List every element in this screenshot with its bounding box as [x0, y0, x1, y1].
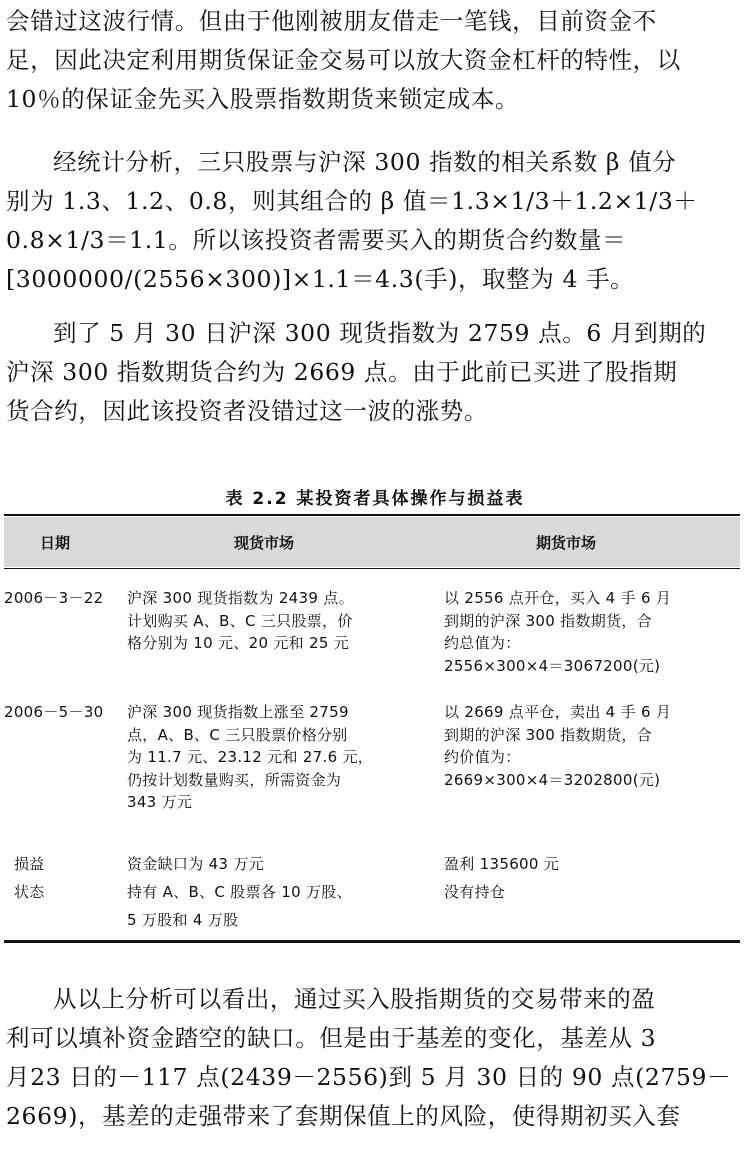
table-top-rule: [4, 514, 740, 516]
cell-line: 格分别为 10 元、20 元和 25 元: [127, 634, 350, 652]
cell-line: 沪深 300 现货指数为 2439 点。: [127, 589, 354, 607]
cell-line: 计划购买 A、B、C 三只股票，价: [127, 611, 353, 630]
text-line: 经统计分析，三只股票与沪深 300 指数的相关系数 β 值分: [53, 148, 677, 176]
row1-spot: [127, 587, 354, 655]
cell-line: 5 万股和 4 万股: [127, 911, 239, 929]
text-line: 2669)，基差的走强带来了套期保值上的风险，使得期初买入套: [6, 1102, 681, 1130]
header-futures: 期货市场: [536, 534, 597, 552]
row1-date: 2006－3－22: [4, 589, 104, 607]
paragraph-2: [6, 143, 742, 299]
cell-line: 沪深 300 现货指数上涨至 2759: [127, 703, 349, 721]
row2-date: 2006－5－30: [4, 703, 104, 721]
text-line: 0.8×1/3＝1.1。所以该投资者需要买入的期货合约数量＝: [6, 226, 627, 254]
row1-futures: [444, 587, 671, 677]
cell-line: 状态: [14, 883, 45, 901]
row3-futures: [444, 850, 559, 906]
table-caption: 表 2.2 某投资者具体操作与损益表: [225, 489, 525, 509]
cell-line: 点，A、B、C 三只股票价格分别: [127, 725, 348, 744]
cell-line: 持有 A、B、C 股票各 10 万股、: [127, 883, 352, 901]
cell-line: 没有持仓: [444, 883, 506, 901]
cell-line: 盈利 135600 元: [444, 855, 560, 873]
table-bottom-rule: [4, 940, 740, 943]
row2-spot: [127, 701, 373, 814]
paragraph-4: [6, 980, 742, 1136]
cell-line: 到期的沪深 300 指数期货，合: [444, 611, 652, 630]
cell-line: 约价值为：: [444, 748, 521, 766]
table-header: [4, 517, 740, 567]
row3-date: [14, 850, 45, 906]
text-line: 到了 5 月 30 日沪深 300 现货指数为 2759 点。6 月到期的: [53, 319, 707, 347]
cell-line: 为 11.7 元、23.12 元和 27.6 元，: [127, 748, 374, 766]
paragraph-3: [6, 314, 742, 431]
table-header-rule: [4, 568, 740, 569]
text-line: 会错过这波行情。但由于他刚被朋友借走一笔钱，目前资金不: [6, 7, 657, 35]
text-line: 10％的保证金先买入股票指数期货来锁定成本。: [6, 85, 520, 113]
cell-line: 到期的沪深 300 指数期货，合: [444, 725, 652, 744]
text-line: 足，因此决定利用期货保证金交易可以放大资金杠杆的特性，以: [6, 46, 681, 74]
text-line: 月23 日的－117 点(2439－2556)到 5 月 30 日的 90 点(2759－: [6, 1063, 732, 1091]
text-line: 从以上分析可以看出，通过买入股指期货的交易带来的盈: [53, 985, 656, 1013]
cell-line: 损益: [14, 855, 45, 873]
text-line: 沪深 300 指数期货合约为 2669 点。由于此前已买进了股指期: [6, 358, 678, 386]
row2-futures: [444, 701, 671, 791]
cell-line: 2556×300×4＝3067200(元): [444, 656, 661, 675]
header-date: 日期: [40, 534, 71, 552]
header-spot: 现货市场: [234, 534, 295, 552]
paragraph-1: [6, 2, 742, 119]
cell-line: 资金缺口为 43 万元: [127, 855, 264, 873]
cell-line: 2669×300×4＝3202800(元): [444, 770, 661, 789]
text-line: 利可以填补资金踏空的缺口。但是由于基差的变化，基差从 3: [6, 1024, 657, 1052]
cell-line: 仍按计划数量购买，所需资金为: [127, 770, 342, 789]
text-line: [3000000/(2556×300)]×1.1＝4.3(手)，取整为 4 手。: [6, 265, 635, 293]
cell-line: 343 万元: [127, 793, 193, 811]
row3-spot: [127, 850, 352, 934]
cell-line: 以 2669 点平仓，卖出 4 手 6 月: [444, 703, 672, 721]
cell-line: 约总值为：: [444, 634, 521, 652]
cell-line: 以 2556 点开仓，买入 4 手 6 月: [444, 589, 672, 607]
text-line: 货合约，因此该投资者没错过这一波的涨势。: [6, 397, 488, 425]
text-line: 别为 1.3、1.2、0.8，则其组合的 β 值＝1.3×1/3＋1.2×1/3＋: [6, 187, 698, 215]
